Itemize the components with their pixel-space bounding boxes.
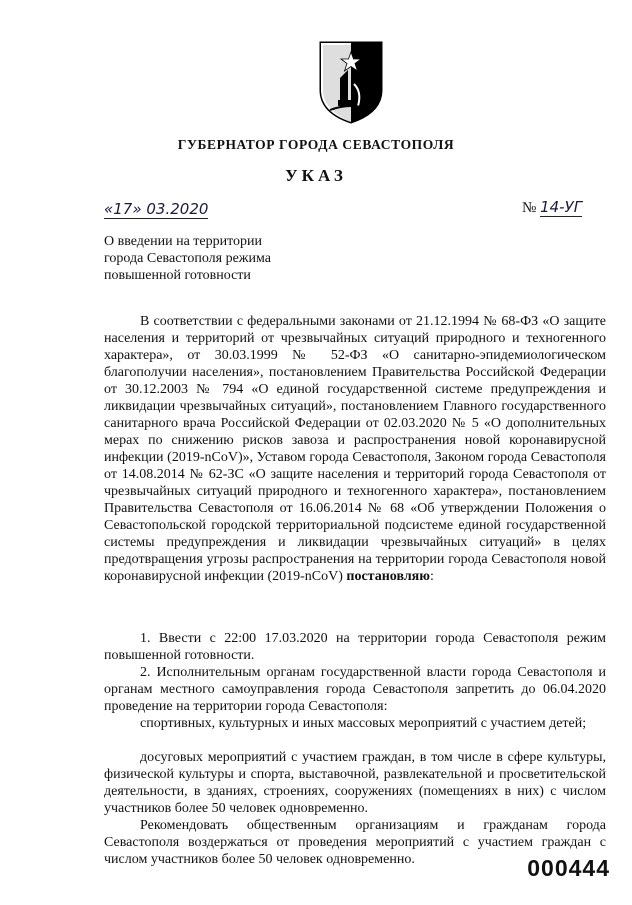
serial-stamp-number: 000444 (527, 855, 610, 881)
preamble-paragraph: В соответствии с федеральными законами от 21.12.1994 № 68-ФЗ «О защите населения и территорий от чрезвычайных ситуаций природного и техногенного характера», от 30.03.1999 № 52-ФЗ «О санитарно-эпидемиологическом благополучии населения», постановлением Правительства Российской Федерации от 30.12.2003 № 794 «О единой государственной системе предупреждения и ликвидации чрезвычайных ситуаций», постановлением Главного государственного санитарного врача Российской Федерации от 02.03.2020 № 5 «О дополнительных мерах по снижению рисков завоза и распространения новой коронавирусной инфекции (2019-nCoV)», Уставом города Севастополя, Законом города Севастополя от 14.08.2014 № 62-ЗС «О защите населения и территорий города Севастополя от чрезвычайных ситуаций природного и техногенного характера», постановлением Правительства Севастополя от 16.06.2014 № 68 «Об утверждении Положения о Севастопольской городской территориальной подсистеме единой государственной системы предупреждения и ликвидации чрезвычайных ситуаций» в целях предотвращения угрозы распространения на территории города Севастополя новой коронавирусной инфекции (2019-nCoV) постановляю: (104, 314, 606, 584)
number-sign: № (522, 200, 537, 216)
sevastopol-coat-of-arms-emblem (318, 40, 384, 124)
document-type-title: УКАЗ (285, 166, 347, 185)
item-2-subitem-b: досуговых мероприятий с участием граждан, в том числе в сфере культуры, физической культуры и спорта, выставочной, развлекательной и просветительской деятельности, в зданиях, строениях, сооружениях (помещениях в них) с числом участников более 50 человек одновременно. (104, 750, 606, 816)
preamble-text: В соответствии с федеральными законами от 21.12.1994 № 68-ФЗ «О защите населения и территорий от чрезвычайных ситуаций природного и техногенного характера», от 30.03.1999 № 52-ФЗ «О санитарно-эпидемиологическом благополучии населения», постановлением Правительства Российской Федерации от 30.12.2003 № 794 «О единой государственной системе предупреждения и ликвидации чрезвычайных ситуаций», постановлением Главного государственного санитарного врача Российской Федерации от 02.03.2020 № 5 «О дополнительных мерах по снижению рисков завоза и распространения новой коронавирусной инфекции (2019-nCoV)», Уставом города Севастополя, Законом города Севастополя от 14.08.2014 № 62-ЗС «О защите населения и территорий города Севастополя от чрезвычайных ситуаций природного и техногенного характера», постановлением Правительства Севастополя от 16.06.2014 № 68 «Об утверждении Положения о Севастопольской городской территориальной подсистеме единой государственной системы предупреждения и ликвидации чрезвычайных ситуаций» в целях предотвращения угрозы распространения на территории города Севастополя новой коронавирусной инфекции (2019-nCoV) (104, 314, 606, 584)
document-number (522, 198, 582, 217)
item-1-paragraph: 1. Ввести с 22:00 17.03.2020 на территории города Севастополя режим повышенной готовности. (104, 631, 606, 663)
item-2-recommendation: Рекомендовать общественным организациям и гражданам города Севастополя воздержаться от проведения мероприятий с участием граждан с числом участников более 50 человек одновременно. (104, 818, 606, 867)
decree-word: постановляю (346, 569, 430, 584)
issuing-authority: ГУБЕРНАТОР ГОРОДА СЕВАСТОПОЛЯ (177, 137, 455, 152)
document-date: «17» 03.2020 (104, 200, 209, 218)
item-2-subitem-a: спортивных, культурных и иных массовых мероприятий с участием детей; (140, 716, 587, 731)
number-value: 14-УГ (540, 198, 583, 216)
document-subject: О введении на территории города Севастополя режима повышенной готовности (104, 234, 271, 283)
item-2-paragraph: 2. Исполнительным органам государственной власти города Севастополя и органам местного самоуправления города Севастополя запретить до 06.04.2020 проведение на территории города Севастополя: (104, 665, 606, 714)
